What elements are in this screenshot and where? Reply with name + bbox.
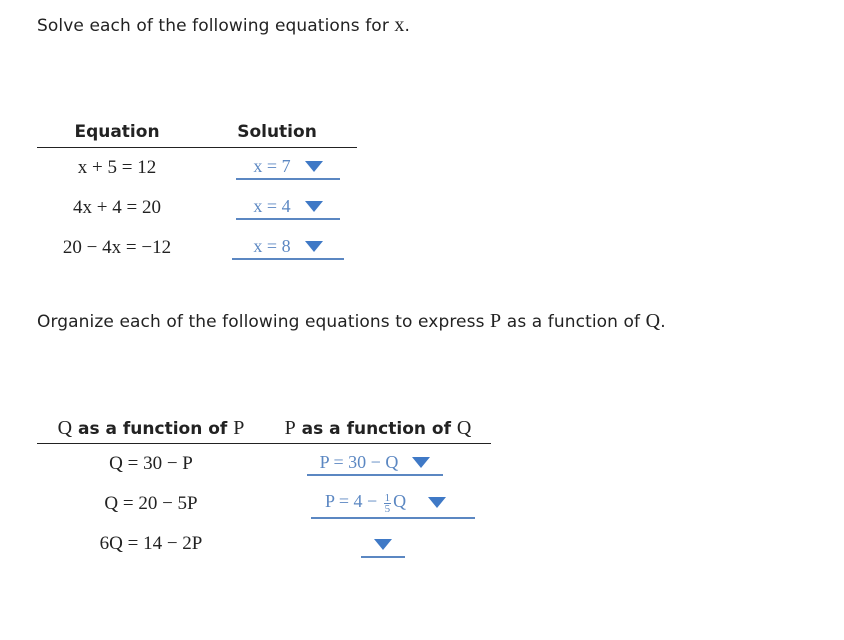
solution-value: x = 4	[253, 196, 291, 216]
table-row	[37, 484, 491, 524]
section1-header-row	[37, 117, 357, 148]
function-value: P = 30 − Q	[319, 452, 399, 473]
header-var: Q	[456, 416, 472, 439]
dropdown-caret-icon	[374, 539, 392, 550]
table-row	[37, 228, 357, 268]
section2-prompt-var2: Q	[645, 310, 661, 332]
dropdown-caret-icon	[412, 457, 430, 468]
function-dropdown-1[interactable]	[307, 452, 443, 476]
dropdown-caret-icon	[305, 241, 323, 252]
fraction	[384, 493, 392, 514]
section1-prompt-period: .	[404, 16, 411, 36]
fraction-numerator: 1	[384, 491, 391, 504]
solution-dropdown-1[interactable]	[236, 156, 340, 180]
dropdown-caret-icon	[305, 161, 323, 172]
solution-header: Solution	[197, 117, 357, 148]
equation-text: 6Q = 14 − 2P	[99, 532, 203, 554]
q-function-header	[37, 413, 265, 444]
section2-prompt-var1: P	[490, 310, 502, 332]
equation-text: 20 − 4x = −12	[62, 236, 172, 258]
dropdown-caret-icon	[305, 201, 323, 212]
table-row	[37, 148, 357, 188]
section1-table	[37, 117, 357, 268]
equation-text: 4x + 4 = 20	[73, 196, 161, 218]
solution-value: x = 7	[253, 156, 291, 177]
section2-prompt	[37, 310, 666, 333]
table-row	[37, 188, 357, 228]
equation-text: x + 5 = 12	[77, 156, 157, 178]
dropdown-caret-icon	[428, 497, 446, 508]
table-row	[37, 444, 491, 484]
fraction-denominator: 5	[384, 502, 391, 515]
function-value-pre: P = 4 −	[325, 491, 378, 512]
p-function-header	[265, 413, 491, 444]
table-row	[37, 524, 491, 564]
function-value-post: Q	[393, 491, 407, 512]
solution-value: x = 8	[253, 236, 291, 256]
section1-prompt-text: Solve each of the following equations for	[37, 16, 389, 36]
section2-prompt-text: Organize each of the following equations to express	[37, 312, 485, 332]
header-text: as a function of	[78, 418, 228, 439]
header-text: as a function of	[301, 418, 451, 439]
function-dropdown-2[interactable]	[311, 489, 475, 519]
solution-dropdown-2[interactable]	[236, 196, 340, 220]
header-var: P	[284, 416, 296, 439]
section1-prompt-var: x	[394, 14, 405, 36]
section2-table	[37, 413, 491, 564]
function-value	[325, 491, 406, 513]
section2-prompt-period: .	[660, 312, 666, 332]
section2-prompt-mid: as a function of	[506, 312, 641, 332]
section2-header-row	[37, 413, 491, 444]
equation-header: Equation	[37, 117, 197, 148]
section1-prompt	[37, 14, 410, 37]
header-var: P	[233, 416, 245, 439]
header-var: Q	[57, 416, 73, 439]
solution-dropdown-3[interactable]	[232, 236, 344, 260]
equation-text: Q = 20 − 5P	[104, 492, 198, 514]
function-dropdown-3[interactable]	[361, 534, 405, 558]
equation-text: Q = 30 − P	[109, 452, 193, 474]
